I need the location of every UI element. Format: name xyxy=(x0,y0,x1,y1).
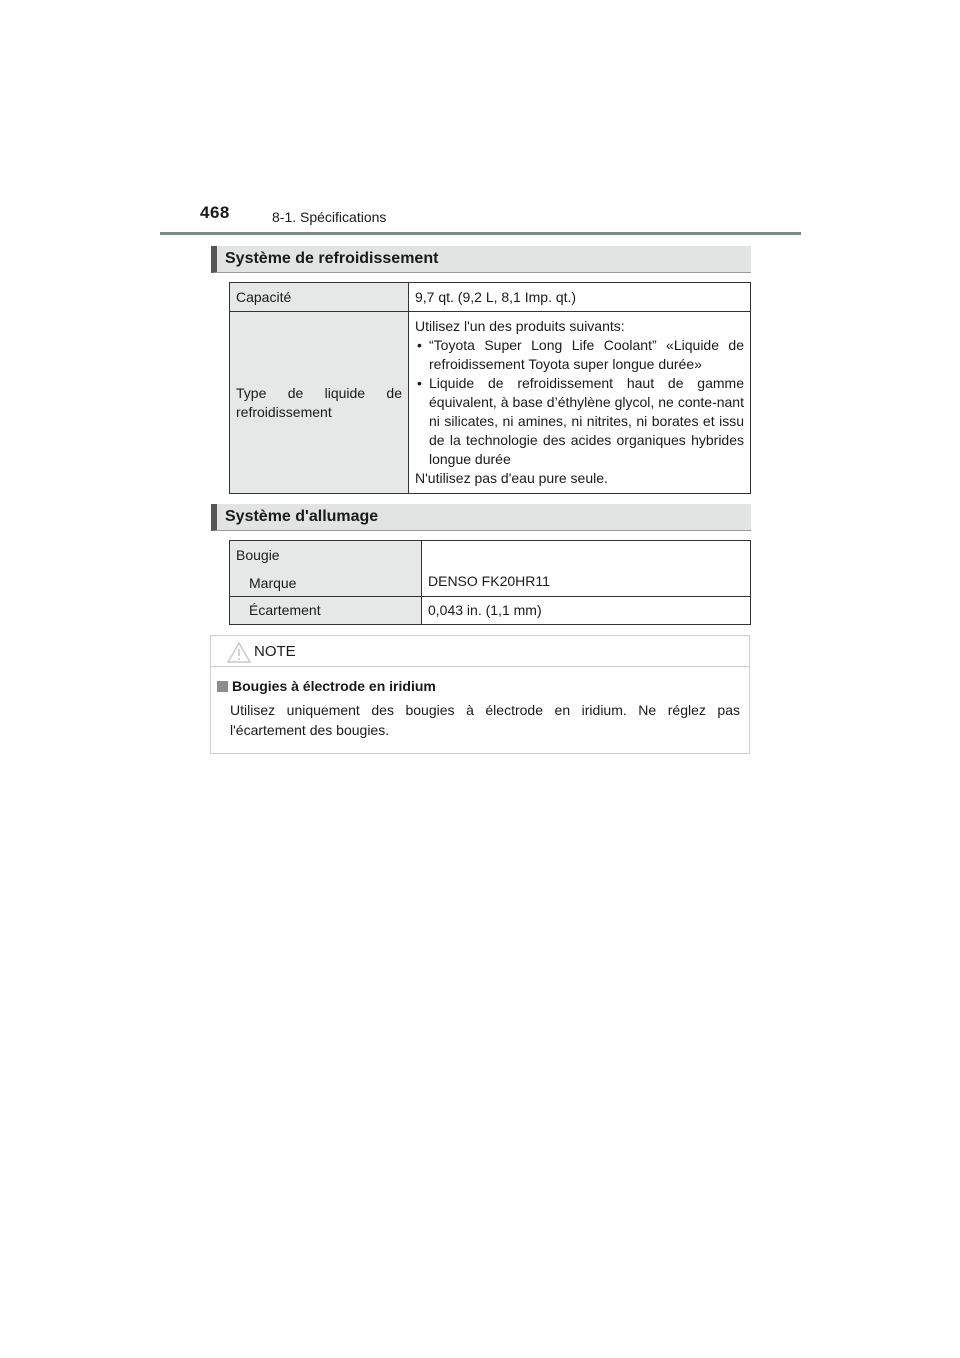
coolant-item: • “Toyota Super Long Life Coolant” «Liquide de refroidissement Toyota super longue durée» xyxy=(415,336,744,374)
section-heading-cooling-text: Système de refroidissement xyxy=(225,250,439,267)
chapter-title: 8-1. Spécifications xyxy=(272,209,387,225)
note-body: Utilisez uniquement des bougies à électrode en iridium. Ne réglez pas l'écartement des bougies. xyxy=(230,702,740,738)
note-square-icon xyxy=(217,681,228,692)
section-heading-cooling xyxy=(211,246,751,273)
ignition-spec-table xyxy=(229,540,751,625)
capacity-value: 9,7 qt. (9,2 L, 8,1 Imp. qt.) xyxy=(409,283,751,312)
table-row xyxy=(230,597,751,625)
note-title xyxy=(217,678,436,694)
brand-value: DENSO FK20HR11 xyxy=(422,541,751,597)
section-heading-ignition-text: Système d'allumage xyxy=(225,508,379,525)
coolant-intro: Utilisez l'un des produits suivants: xyxy=(415,318,625,334)
coolant-item: • Liquide de refroidissement haut de gamme équivalent, à base d’éthylène glycol, ne conte-nant ni silicates, ni amines, ni nitrites, ni borates et issu de la technologie des acides organiques hybrides longue durée xyxy=(415,374,744,469)
spark-plug-label-cell xyxy=(230,541,422,597)
cooling-spec-table xyxy=(229,282,751,494)
table-row xyxy=(230,312,751,494)
warning-triangle-icon xyxy=(227,642,251,663)
note-header xyxy=(211,636,749,667)
coolant-type-value xyxy=(409,312,751,494)
coolant-type-label-line1: Type de liquide de xyxy=(236,384,402,401)
header-rule xyxy=(160,232,801,235)
table-row xyxy=(230,541,751,597)
gap-label: Écartement xyxy=(230,597,422,625)
note-label: NOTE xyxy=(254,643,296,660)
note-box xyxy=(210,635,750,754)
capacity-label: Capacité xyxy=(230,283,409,312)
coolant-type-label xyxy=(230,312,409,494)
brand-label: Marque xyxy=(249,575,297,591)
coolant-type-label-line2: refroidissement xyxy=(236,403,332,420)
coolant-outro: N'utilisez pas d'eau pure seule. xyxy=(415,470,608,486)
section-heading-ignition xyxy=(211,504,751,531)
table-row xyxy=(230,283,751,312)
page-number: 468 xyxy=(200,203,230,222)
note-title-text: Bougies à électrode en iridium xyxy=(232,678,436,694)
spark-plug-label: Bougie xyxy=(236,547,280,563)
gap-value: 0,043 in. (1,1 mm) xyxy=(422,597,751,625)
